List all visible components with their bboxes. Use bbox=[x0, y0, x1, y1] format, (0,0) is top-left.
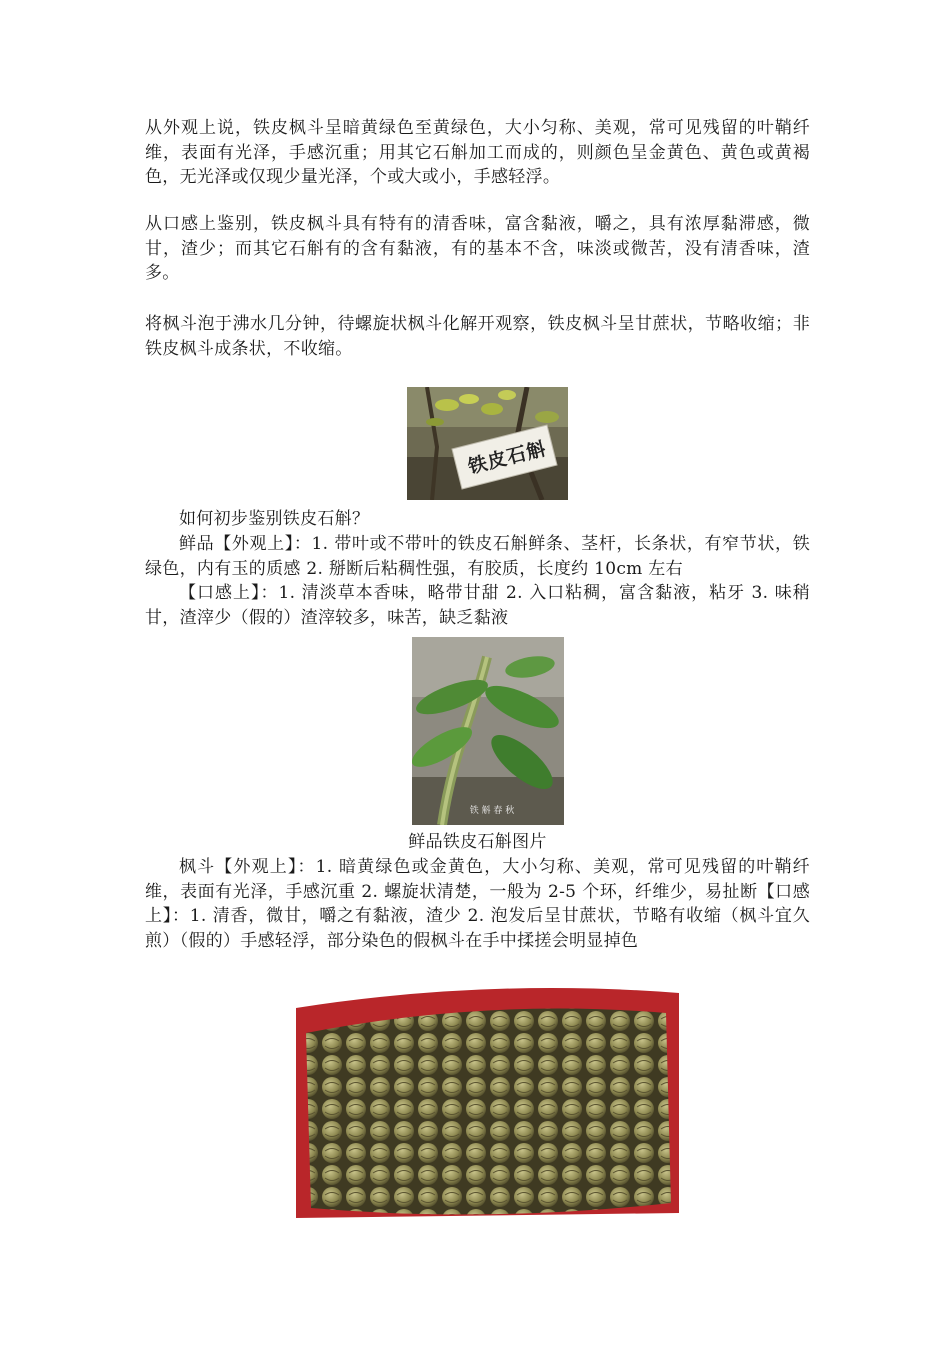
fengdou-bowl-photo bbox=[296, 988, 679, 1218]
paragraph-soak-test: 将枫斗泡于沸水几分钟，待螺旋状枫斗化解开观察，铁皮枫斗呈甘蔗状，节略收缩；非铁皮枫斗成条状，不收缩。 bbox=[145, 314, 810, 359]
paragraph-taste: 从口感上鉴别，铁皮枫斗具有特有的清香味，富含黏液，嚼之，具有浓厚黏滞感，微甘，渣少；而其它石斛有的含有黏液，有的基本不含，味淡或微苦，没有清香味，渣多。 bbox=[145, 214, 810, 283]
caption-fresh-photo: 鲜品铁皮石斛图片 bbox=[408, 832, 547, 852]
paragraph-fresh-taste: 【口感上】：1. 清淡草本香味，略带甘甜 2. 入口粘稠，富含黏液，粘牙 3. 味稍甘，渣滓少（假的）渣滓较多，味苦，缺乏黏液 bbox=[145, 583, 810, 628]
photo-watermark: 铁 斛 春 秋 bbox=[469, 806, 515, 816]
paragraph-fresh-appearance: 鲜品【外观上】：1. 带叶或不带叶的铁皮石斛鲜条、茎杆，长条状，有窄节状，铁绿色，内有玉的质感 2. 掰断后粘稠性强，有胶质，长度约 10cm 左右 bbox=[145, 534, 810, 579]
label-sign-text: 铁皮石斛 bbox=[465, 437, 549, 479]
fresh-dendrobium-photo bbox=[412, 637, 564, 825]
paragraph-fengdou: 枫斗【外观上】：1. 暗黄绿色或金黄色，大小匀称、美观，常可见残留的叶鞘纤维，表面有光泽，手感沉重 2. 螺旋状清楚，一般为 2-5 个环，纤维少，易扯断【口感上】：1. 清香，微甘，嚼之有黏液，渣少 2. 泡发后呈甘蔗状，节略有收缩（枫斗宜久煎）（假的）手感轻浮，部分染色的假枫斗在手中揉搓会明显掉色 bbox=[145, 857, 810, 951]
dendrobium-label-photo bbox=[407, 387, 568, 500]
paragraph-appearance: 从外观上说，铁皮枫斗呈暗黄绿色至黄绿色，大小匀称、美观，常可见残留的叶鞘纤维，表面有光泽，手感沉重；用其它石斛加工而成的，则颜色呈金黄色、黄色或黄褐色，无光泽或仅现少量光泽，个或大或小，手感轻浮。 bbox=[145, 118, 810, 187]
question-title: 如何初步鉴别铁皮石斛？ bbox=[179, 509, 370, 529]
